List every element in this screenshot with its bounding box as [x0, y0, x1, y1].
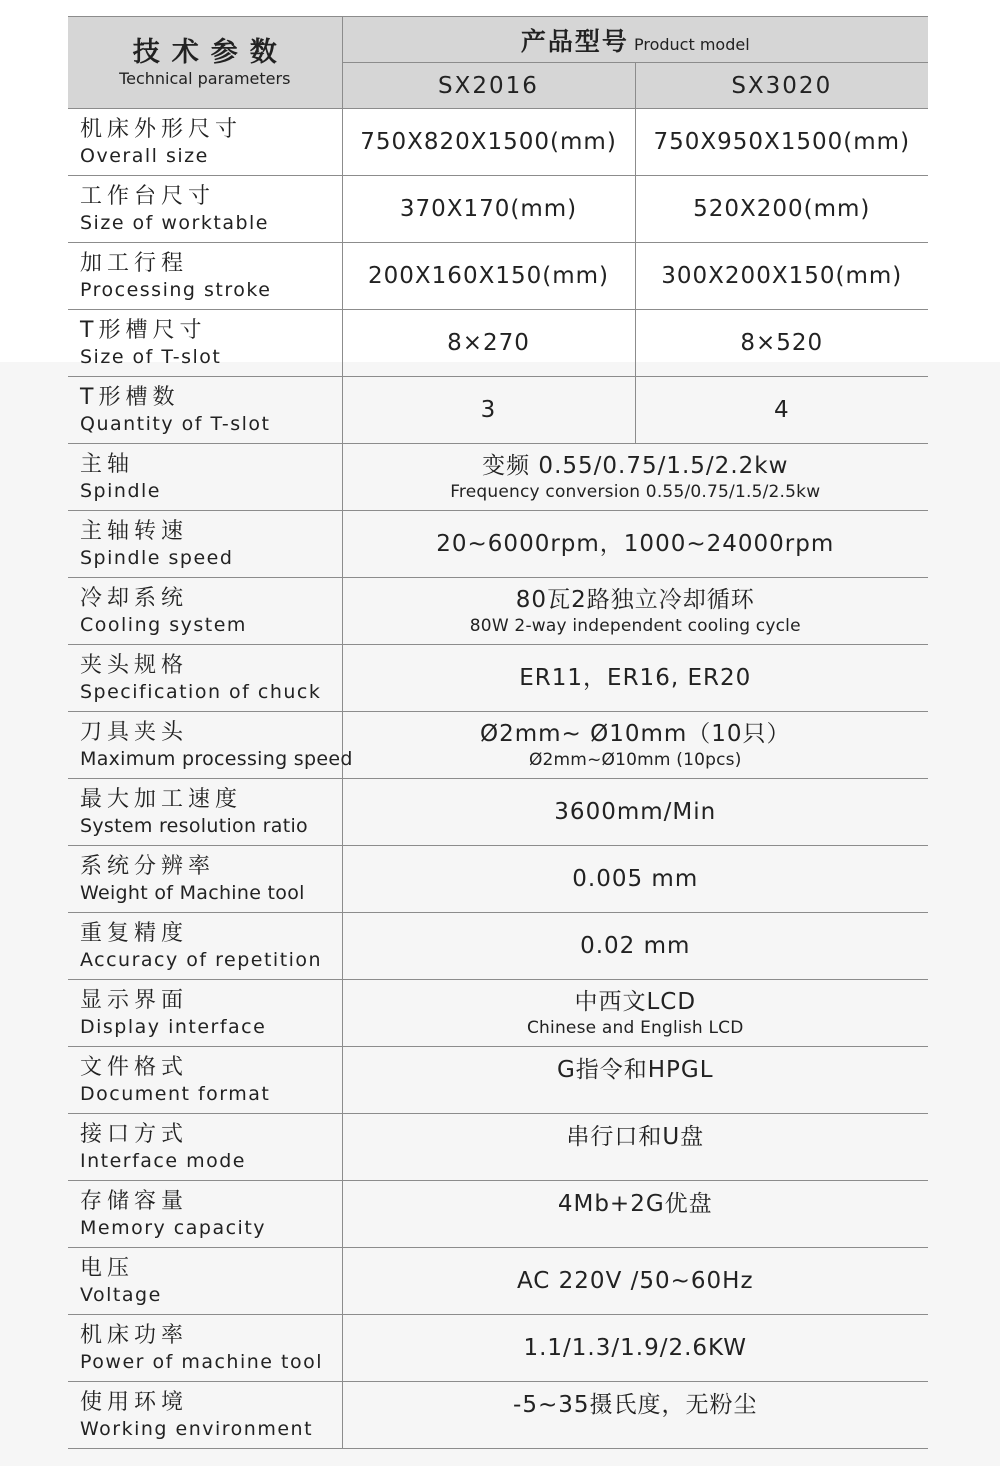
value-merged: [342, 1382, 928, 1449]
value-main: 中西文LCD: [574, 989, 697, 1015]
label-zh: T形槽数: [80, 385, 180, 410]
row-label: [68, 1181, 342, 1248]
label-en: Power of machine tool: [80, 1351, 324, 1373]
label-en: Spindle: [80, 480, 161, 502]
label-zh: 机床功率: [80, 1323, 189, 1348]
product-model-en: Product model: [633, 34, 750, 54]
value-main: 变频 0.55/0.75/1.5/2.2kw: [482, 453, 789, 479]
table-row: [68, 846, 928, 913]
table-row: [68, 712, 928, 779]
value-merged: [342, 444, 928, 511]
label-en: Overall size: [80, 145, 209, 167]
table-row: [68, 511, 928, 578]
value-sub: 80W 2-way independent cooling cycle: [469, 616, 801, 636]
value-merged: [342, 1047, 928, 1114]
row-label: [68, 1382, 342, 1449]
value-main: 1.1/1.3/1.9/2.6KW: [523, 1335, 748, 1361]
table-row: [68, 310, 928, 377]
row-label: [68, 1315, 342, 1382]
model-sx3020: SX3020: [635, 63, 928, 109]
value-merged: [342, 980, 928, 1047]
row-label: [68, 578, 342, 645]
table-row: [68, 176, 928, 243]
product-model-zh: 产品型号: [520, 26, 629, 56]
row-label: [68, 176, 342, 243]
value-sub: Ø2mm~Ø10mm (10pcs): [528, 750, 742, 770]
value-main: 3600mm/Min: [554, 799, 717, 825]
label-zh: 接口方式: [80, 1122, 189, 1147]
value-main: AC 220V /50~60Hz: [516, 1268, 754, 1294]
value-sx3020: 4: [635, 377, 928, 444]
row-label: [68, 846, 342, 913]
table-row: [68, 1248, 928, 1315]
label-zh: 冷却系统: [80, 586, 189, 611]
spec-table: [68, 16, 928, 1449]
value-sx2016: 750X820X1500(mm): [342, 109, 635, 176]
table-row: [68, 243, 928, 310]
value-main: 20~6000rpm，1000~24000rpm: [436, 531, 835, 557]
row-label: [68, 712, 353, 779]
table-header-row: [68, 17, 928, 63]
label-zh: 存储容量: [80, 1189, 189, 1214]
label-en: Quantity of T-slot: [80, 413, 271, 435]
value-merged: [342, 645, 928, 712]
table-row: [68, 109, 928, 176]
label-zh: 重复精度: [80, 921, 189, 946]
label-zh: T形槽尺寸: [80, 318, 207, 343]
row-label: [68, 913, 342, 980]
value-sx3020: 300X200X150(mm): [635, 243, 928, 310]
row-label: [68, 444, 342, 511]
row-label: [68, 779, 342, 846]
label-en: Working environment: [80, 1418, 314, 1440]
table-row: [68, 1382, 928, 1449]
table-row: [68, 1181, 928, 1248]
label-en: Voltage: [80, 1284, 162, 1306]
value-merged: [342, 1315, 928, 1382]
value-merged: [342, 779, 928, 846]
label-zh: 文件格式: [80, 1055, 189, 1080]
value-main: 串行口和U盘: [566, 1124, 705, 1150]
value-merged: [342, 578, 928, 645]
table-row: [68, 1315, 928, 1382]
table-row: [68, 444, 928, 511]
model-sx2016: SX2016: [342, 63, 635, 109]
label-en: Memory capacity: [80, 1217, 267, 1239]
label-en: Document format: [80, 1083, 271, 1105]
table-row: [68, 779, 928, 846]
label-en: Size of worktable: [80, 212, 269, 234]
tech-params-en: Technical parameters: [119, 68, 291, 88]
row-label: [68, 980, 342, 1047]
value-sx3020: 520X200(mm): [635, 176, 928, 243]
row-label: [68, 109, 342, 176]
label-en: Accuracy of repetition: [80, 949, 323, 971]
label-zh: 工作台尺寸: [80, 184, 216, 209]
value-main: 80瓦2路独立冷却循环: [515, 587, 755, 613]
label-zh: 使用环境: [80, 1390, 189, 1415]
row-label: [68, 310, 342, 377]
table-row: [68, 1047, 928, 1114]
label-en: Spindle speed: [80, 547, 234, 569]
tech-params-header: [68, 17, 342, 109]
label-zh: 系统分辨率: [80, 854, 216, 879]
value-sx2016: 200X160X150(mm): [342, 243, 635, 310]
row-label: [68, 1114, 342, 1181]
table-row: [68, 645, 928, 712]
value-sx3020: 750X950X1500(mm): [635, 109, 928, 176]
table-row: [68, 913, 928, 980]
label-en: Interface mode: [80, 1150, 246, 1172]
label-en: Size of T-slot: [80, 346, 222, 368]
table-row: [68, 1114, 928, 1181]
row-label: [68, 243, 342, 310]
value-main: 4Mb+2G优盘: [557, 1191, 713, 1217]
value-sx2016: 3: [342, 377, 635, 444]
row-label: [68, 377, 342, 444]
label-zh: 最大加工速度: [80, 787, 243, 812]
row-label: [68, 645, 342, 712]
label-en: System resolution ratio: [80, 815, 308, 837]
tech-params-zh: 技术参数: [132, 36, 289, 68]
value-sx3020: 8×520: [635, 310, 928, 377]
value-merged: [342, 1248, 928, 1315]
row-label: [68, 511, 342, 578]
label-zh: 机床外形尺寸: [80, 117, 243, 142]
value-merged: [342, 846, 928, 913]
label-en: Cooling system: [80, 614, 247, 636]
product-model-header: [342, 17, 928, 63]
label-zh: 刀具夹头: [80, 720, 189, 745]
label-zh: 夹头规格: [80, 653, 189, 678]
value-sub: Frequency conversion 0.55/0.75/1.5/2.5kw: [450, 482, 821, 502]
value-main: ER11，ER16, ER20: [519, 665, 752, 691]
value-sub: Chinese and English LCD: [526, 1018, 744, 1038]
label-en: Weight of Machine tool: [80, 882, 305, 904]
value-merged: [342, 1114, 928, 1181]
value-merged: [342, 511, 928, 578]
table-row: [68, 578, 928, 645]
label-en: Processing stroke: [80, 279, 272, 301]
label-zh: 显示界面: [80, 988, 189, 1013]
label-en: Specification of chuck: [80, 681, 322, 703]
table-row: [68, 377, 928, 444]
label-zh: 电压: [80, 1256, 135, 1281]
table-row: [68, 980, 928, 1047]
row-label: [68, 1248, 342, 1315]
label-zh: 主轴: [80, 452, 135, 477]
value-main: Ø2mm~ Ø10mm（10只）: [479, 721, 791, 747]
label-en: Display interface: [80, 1016, 267, 1038]
value-main: 0.005 mm: [572, 866, 699, 892]
value-sx2016: 370X170(mm): [342, 176, 635, 243]
label-zh: 主轴转速: [80, 519, 189, 544]
row-label: [68, 1047, 342, 1114]
label-zh: 加工行程: [80, 251, 189, 276]
label-en: Maximum processing speed: [80, 748, 353, 770]
value-merged: [342, 913, 928, 980]
value-merged: [342, 1181, 928, 1248]
value-merged: [342, 712, 928, 779]
value-main: 0.02 mm: [580, 933, 691, 959]
value-main: -5~35摄氏度，无粉尘: [513, 1392, 758, 1418]
value-main: G指令和HPGL: [556, 1057, 714, 1083]
value-sx2016: 8×270: [342, 310, 635, 377]
